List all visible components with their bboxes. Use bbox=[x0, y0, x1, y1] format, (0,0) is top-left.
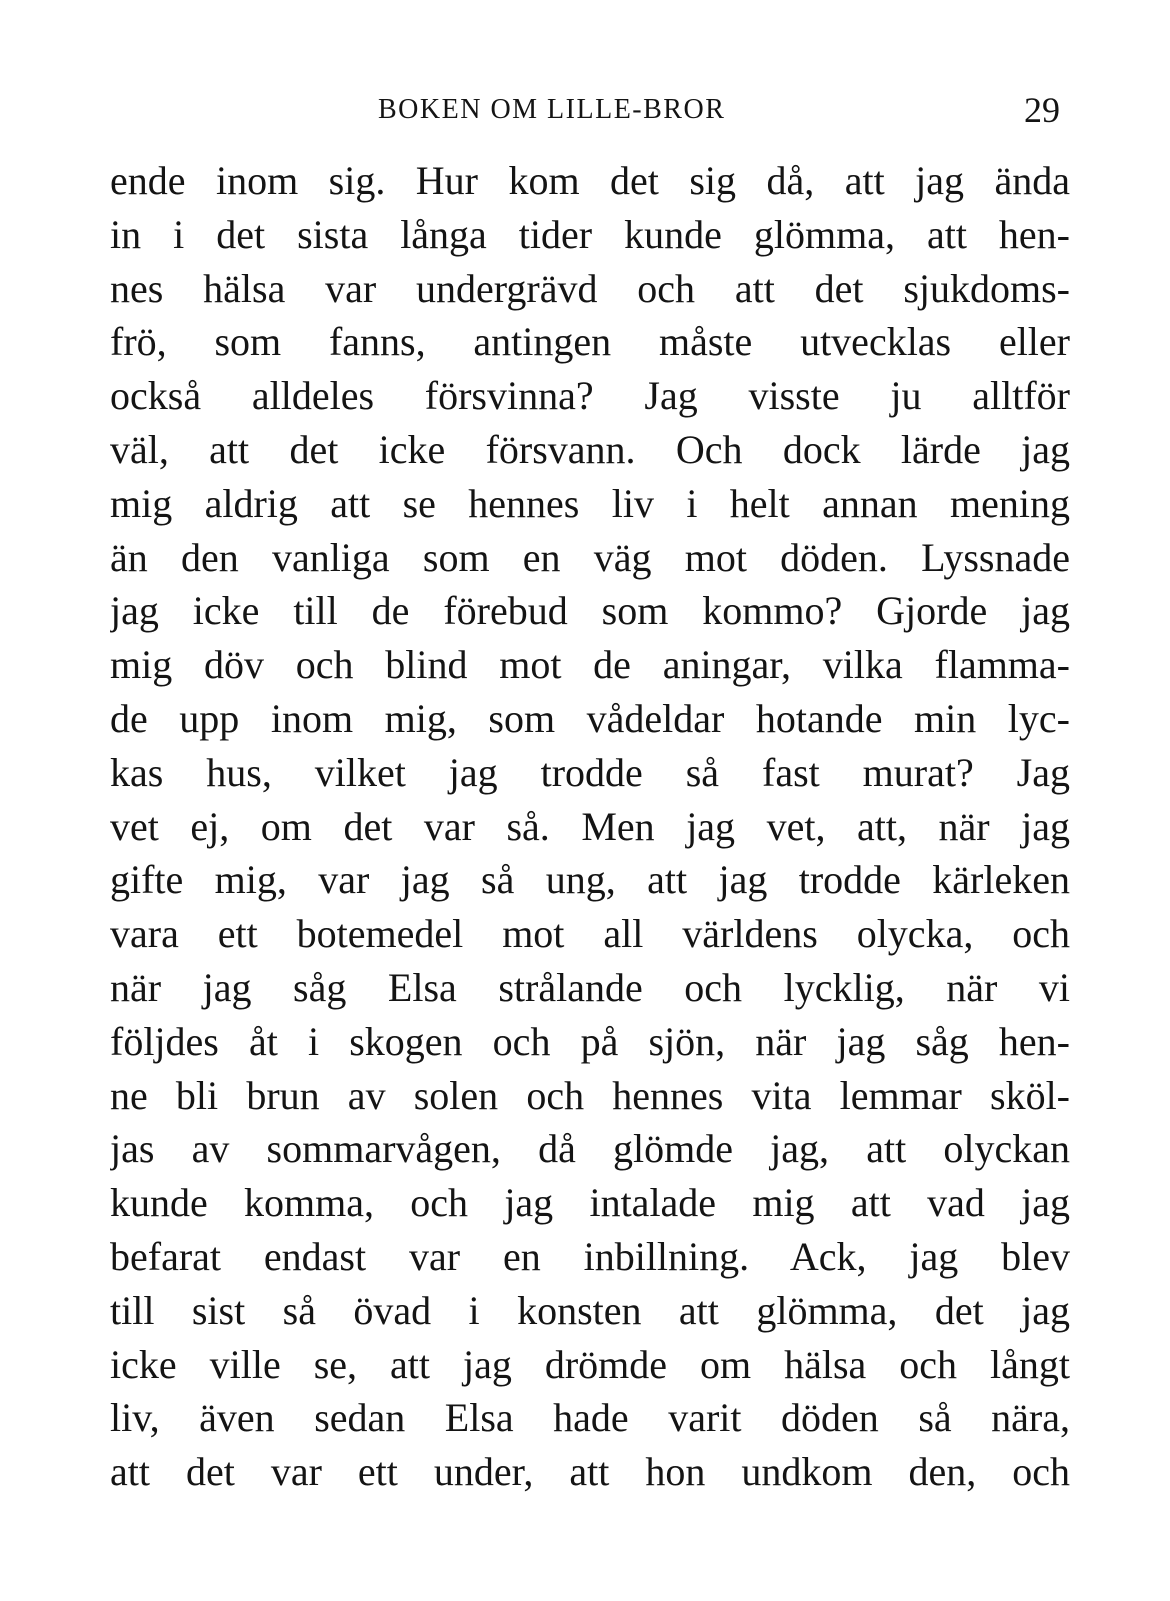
text-line: mig döv och blind mot de aningar, vilka flamma- bbox=[110, 642, 1070, 688]
text-line: kas hus, vilket jag trodde så fast murat? Jag bbox=[110, 749, 1070, 795]
text-line: in i det sista långa tider kunde glömma, att hen- bbox=[110, 211, 1070, 257]
text-line: kunde komma, och jag intalade mig att vad jag bbox=[110, 1180, 1070, 1226]
page-number: 29 bbox=[1024, 90, 1060, 130]
text-line: väl, att det icke försvann. Och dock lärde jag bbox=[110, 426, 1070, 472]
text-line: ne bli brun av solen och hennes vita lemmar sköl- bbox=[110, 1072, 1070, 1118]
text-line: än den vanliga som en väg mot döden. Lyssnade bbox=[110, 534, 1070, 580]
running-head bbox=[110, 88, 1070, 132]
text-line: jas av sommarvågen, då glömde jag, att olyckan bbox=[110, 1126, 1070, 1172]
text-line: gifte mig, var jag så ung, att jag trodde kärleken bbox=[110, 857, 1070, 903]
body-text bbox=[110, 154, 1070, 1499]
text-line: de upp inom mig, som vådeldar hotande min lyc- bbox=[110, 695, 1070, 741]
text-line: liv, även sedan Elsa hade varit döden så nära, bbox=[110, 1395, 1070, 1441]
text-line: ende inom sig. Hur kom det sig då, att jag ända bbox=[110, 158, 1070, 203]
text-line: också alldeles försvinna? Jag visste ju alltför bbox=[110, 373, 1070, 419]
text-line: vara ett botemedel mot all världens olycka, och bbox=[110, 911, 1070, 957]
running-title: BOKEN OM LILLE-BROR bbox=[378, 94, 726, 125]
text-line: till sist så övad i konsten att glömma, det jag bbox=[110, 1287, 1070, 1333]
text-line: befarat endast var en inbillning. Ack, jag blev bbox=[110, 1233, 1070, 1279]
text-line: vet ej, om det var så. Men jag vet, att, när jag bbox=[110, 803, 1070, 849]
text-line: frö, som fanns, antingen måste utvecklas eller bbox=[110, 319, 1070, 365]
text-line: följdes åt i skogen och på sjön, när jag såg hen- bbox=[110, 1018, 1070, 1064]
text-line: mig aldrig att se hennes liv i helt annan mening bbox=[110, 480, 1070, 526]
text-line: jag icke till de förebud som kommo? Gjorde jag bbox=[110, 588, 1070, 634]
text-line: att det var ett under, att hon undkom den, och bbox=[110, 1449, 1070, 1495]
text-line: nes hälsa var undergrävd och att det sjukdoms- bbox=[110, 265, 1070, 311]
text-line: när jag såg Elsa strålande och lycklig, när vi bbox=[110, 964, 1070, 1010]
text-line: icke ville se, att jag drömde om hälsa och långt bbox=[110, 1341, 1070, 1387]
